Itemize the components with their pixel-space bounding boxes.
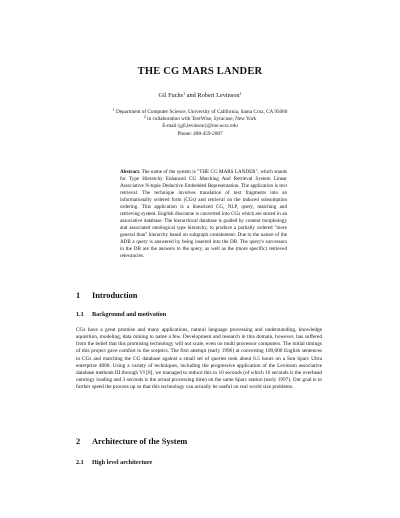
section-title: Architecture of the System [92,437,188,446]
subsection-heading [76,311,166,318]
paper-title: THE CG MARS LANDER [137,66,263,77]
author-name: Gil Fuchs [158,92,184,99]
section-heading [76,437,187,446]
affiliation-mark: 1 [183,91,186,96]
abstract [120,169,287,260]
body-paragraph: CGs have a great promise and many applications, natural language processing and understanding, knowledge aquisition, modeling, data mining to name a few. Development and research in this domain, however, has suffered from the belief that this promising technology will not scale, even on multi processor computers. The initial timings of this project gave comfort to the sceptics. The first attempt (early 1996) at converting 100,000 English sentences to CGs and matching the CG database against a small set of queries took about 6.5 hours on a Sun Sparc Ultra enterprise 4000. Using a variety of techniques, including the progressive application of the Levinson associative database methods III through VI [8], we managed to reduce this to 10 seconds (of which 16 seconds is the overhead ontology loading and 3 seconds is the actual processing time) on the same Sparc station (early 1997). Our goal is to further speed the process up so that this technology can actually be useful on real world size problems. [76,327,322,391]
subsection-title: Background and motivation [92,311,167,318]
affiliation-mark: 1 [239,91,242,96]
section-number: 2 [76,437,81,446]
subsection-number: 2.1 [76,459,84,466]
subsection-number: 1.1 [76,311,84,318]
author-name: Robert Levinson [197,92,240,99]
section-number: 1 [76,291,81,300]
affiliation-mark: 2 [143,114,146,120]
affiliation-block [0,109,400,138]
abstract-label: Abstract. [120,169,141,175]
author-line [0,92,400,99]
section-title: Introduction [92,291,138,300]
contact-email: E-mail:{gil,levinson}@cse.ucsc.edu [162,123,238,130]
subsection-heading [76,459,152,466]
abstract-text: The name of the system is "THE CG MARS LANDER", which stands for Type Hierarchy Enhanced CG Matching And Retrieval System Linear Associative N-tuple Deductive Embedded Representation. The application is text retrieval. The technique involves translation of text fragments into an informationally ordered form (CGs) and retrieval on the induced subsumption ordering. This application is a linearized CG, NLP, query, matching and retrieving system. English discourse is converted into CGs which are stored in an associative database. The hierarchical database is guided by content morphology and associated ontological type hierarchy, to produce a partially ordered "more general than" hierarchy based on subgraph containment. Due to the nature of the ADB a query is answered by being inserted into the DB. The query's successors in the DB are the answers to the query, as well as the (more specific) retrieved relevancies. [120,169,287,259]
contact-phone: Phone: 408-459-2087 [177,130,223,137]
affiliation-mark: 1 [112,107,115,112]
affiliation-text: in collaboration with TextWise, Syracuse, New York [147,116,257,123]
subsection-title: High level architecture [92,459,153,466]
affiliation-text: Department of Computer Science, University of California, Santa Cruz, CA 95060 [116,109,288,115]
affiliation-line [0,116,400,123]
author-conjunction: and [186,92,196,99]
section-heading [76,291,137,300]
